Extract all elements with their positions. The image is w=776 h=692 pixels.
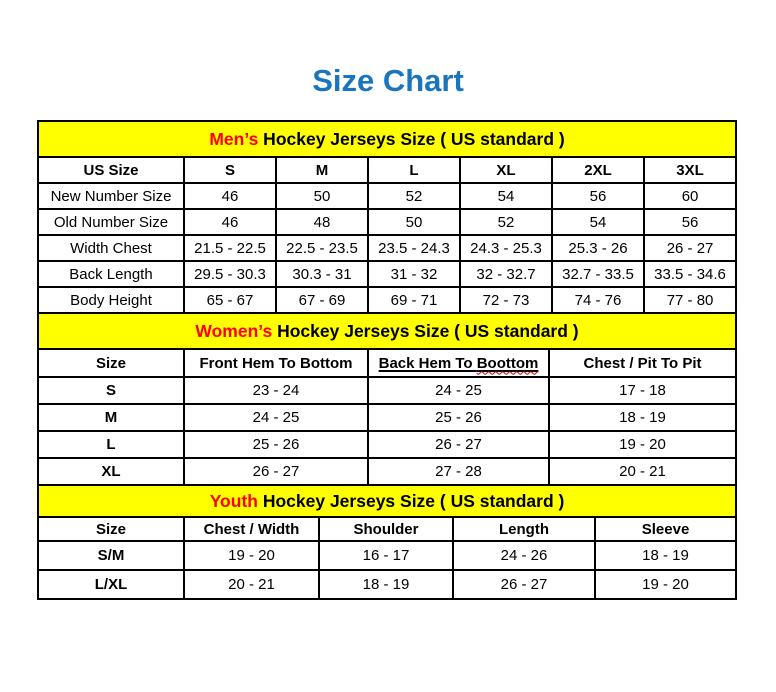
youth-size-table <box>37 484 737 600</box>
size-value: 48 <box>276 209 368 235</box>
size-value: 19 - 20 <box>549 431 736 458</box>
size-value: 25 - 26 <box>184 431 368 458</box>
column-header: Length <box>453 517 595 541</box>
size-value: 18 - 19 <box>549 404 736 431</box>
size-value: 54 <box>460 183 552 209</box>
column-header: Size <box>38 349 184 377</box>
column-header: 2XL <box>552 157 644 183</box>
mens-table-banner <box>38 121 736 157</box>
column-header: S <box>184 157 276 183</box>
size-value: 31 - 32 <box>368 261 460 287</box>
size-value: 23 - 24 <box>184 377 368 404</box>
table-row <box>38 377 736 404</box>
size-value: 19 - 20 <box>184 541 319 570</box>
womens-table-banner <box>38 313 736 349</box>
size-tables-container <box>37 120 735 600</box>
size-value: 32 - 32.7 <box>460 261 552 287</box>
womens-banner-rest: Hockey Jerseys Size ( US standard ) <box>272 320 579 341</box>
table-row <box>38 261 736 287</box>
table-row <box>38 404 736 431</box>
size-value: 25.3 - 26 <box>552 235 644 261</box>
column-header: XL <box>460 157 552 183</box>
size-value: 74 - 76 <box>552 287 644 313</box>
size-value: 26 - 27 <box>368 431 549 458</box>
size-value: 60 <box>644 183 736 209</box>
size-value: 72 - 73 <box>460 287 552 313</box>
row-label: S/M <box>38 541 184 570</box>
table-row <box>38 458 736 485</box>
size-value: 24 - 25 <box>368 377 549 404</box>
table-row <box>38 235 736 261</box>
column-header: Shoulder <box>319 517 453 541</box>
size-value: 46 <box>184 209 276 235</box>
row-label: New Number Size <box>38 183 184 209</box>
mens-banner-highlight: Men’s <box>209 128 259 149</box>
size-value: 24 - 25 <box>184 404 368 431</box>
table-row <box>38 431 736 458</box>
size-value: 56 <box>644 209 736 235</box>
womens-size-table <box>37 312 737 486</box>
back-hem-header-underlined <box>379 355 539 372</box>
size-value: 26 - 27 <box>184 458 368 485</box>
size-value: 19 - 20 <box>595 570 736 599</box>
size-value: 22.5 - 23.5 <box>276 235 368 261</box>
table-row <box>38 570 736 599</box>
size-value: 54 <box>552 209 644 235</box>
size-value: 23.5 - 24.3 <box>368 235 460 261</box>
size-value: 67 - 69 <box>276 287 368 313</box>
youth-banner-highlight: Youth <box>209 490 258 511</box>
size-value: 20 - 21 <box>549 458 736 485</box>
table-row <box>38 183 736 209</box>
mens-banner-row <box>38 121 736 157</box>
column-header: Chest / Pit To Pit <box>549 349 736 377</box>
womens-banner-row <box>38 313 736 349</box>
size-value: 52 <box>460 209 552 235</box>
size-value: 77 - 80 <box>644 287 736 313</box>
size-value: 18 - 19 <box>595 541 736 570</box>
column-header: Chest / Width <box>184 517 319 541</box>
table-row <box>38 541 736 570</box>
back-hem-prefix: Back Hem To <box>378 354 477 372</box>
womens-banner-highlight: Women’s <box>195 320 273 341</box>
size-value: 50 <box>276 183 368 209</box>
size-value: 32.7 - 33.5 <box>552 261 644 287</box>
column-header <box>368 349 549 377</box>
size-value: 24 - 26 <box>453 541 595 570</box>
table-row <box>38 209 736 235</box>
back-hem-typo-word: Boottom <box>476 354 539 372</box>
row-label: Old Number Size <box>38 209 184 235</box>
youth-banner-row <box>38 485 736 517</box>
womens-header-row <box>38 349 736 377</box>
size-value: 18 - 19 <box>319 570 453 599</box>
page-title: Size Chart <box>312 63 464 98</box>
row-label: M <box>38 404 184 431</box>
size-value: 50 <box>368 209 460 235</box>
row-label: Width Chest <box>38 235 184 261</box>
mens-size-table <box>37 120 737 314</box>
column-header: L <box>368 157 460 183</box>
column-header: Sleeve <box>595 517 736 541</box>
table-row <box>38 287 736 313</box>
mens-banner-rest: Hockey Jerseys Size ( US standard ) <box>258 128 565 149</box>
size-value: 24.3 - 25.3 <box>460 235 552 261</box>
row-label: L <box>38 431 184 458</box>
size-value: 56 <box>552 183 644 209</box>
size-value: 26 - 27 <box>453 570 595 599</box>
size-value: 21.5 - 22.5 <box>184 235 276 261</box>
youth-header-row <box>38 517 736 541</box>
row-label: Back Length <box>38 261 184 287</box>
size-value: 20 - 21 <box>184 570 319 599</box>
youth-banner-rest: Hockey Jerseys Size ( US standard ) <box>257 490 565 511</box>
column-header: Front Hem To Bottom <box>184 349 368 377</box>
mens-header-row <box>38 157 736 183</box>
size-value: 52 <box>368 183 460 209</box>
size-value: 65 - 67 <box>184 287 276 313</box>
size-value: 69 - 71 <box>368 287 460 313</box>
size-value: 29.5 - 30.3 <box>184 261 276 287</box>
row-label: XL <box>38 458 184 485</box>
row-label: S <box>38 377 184 404</box>
size-value: 46 <box>184 183 276 209</box>
column-header: US Size <box>38 157 184 183</box>
row-label: L/XL <box>38 570 184 599</box>
size-value: 27 - 28 <box>368 458 549 485</box>
size-value: 16 - 17 <box>319 541 453 570</box>
size-value: 30.3 - 31 <box>276 261 368 287</box>
youth-table-banner <box>38 485 736 517</box>
size-value: 33.5 - 34.6 <box>644 261 736 287</box>
size-value: 25 - 26 <box>368 404 549 431</box>
size-value: 17 - 18 <box>549 377 736 404</box>
size-value: 26 - 27 <box>644 235 736 261</box>
column-header: M <box>276 157 368 183</box>
column-header: Size <box>38 517 184 541</box>
row-label: Body Height <box>38 287 184 313</box>
column-header: 3XL <box>644 157 736 183</box>
